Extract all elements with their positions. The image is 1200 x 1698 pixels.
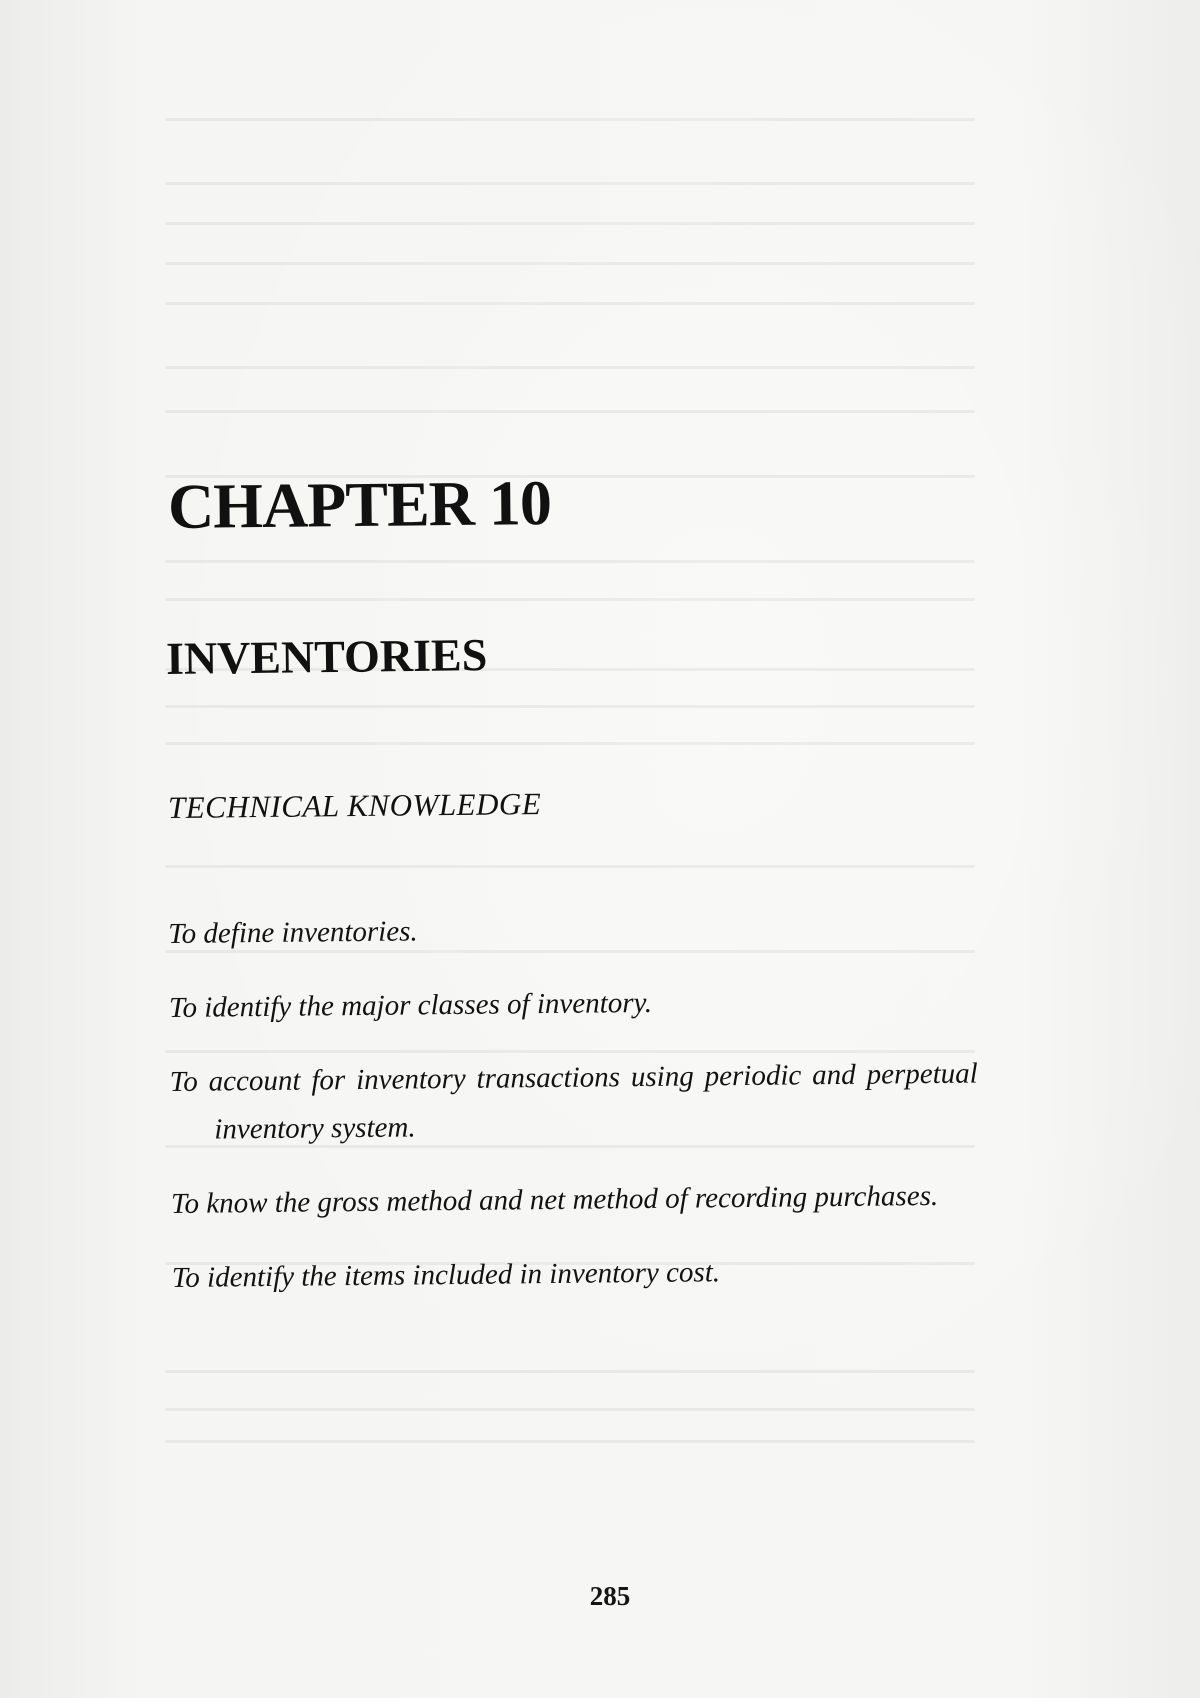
chapter-subtitle: INVENTORIES — [165, 629, 488, 684]
bleed-through-line — [165, 118, 975, 121]
bleed-through-line — [165, 262, 975, 265]
bleed-through-line — [165, 598, 975, 601]
bleed-through-line — [165, 560, 975, 563]
objective-item: To know the gross method and net method of recording purchases. — [170, 1179, 939, 1220]
bleed-through-line — [165, 410, 975, 413]
section-heading: TECHNICAL KNOWLEDGE — [167, 786, 542, 825]
bleed-through-line — [165, 366, 975, 369]
bleed-through-line — [165, 222, 975, 225]
chapter-title: CHAPTER 10 — [167, 466, 552, 542]
bleed-through-line — [165, 1370, 975, 1373]
bleed-through-line — [165, 1440, 975, 1443]
bleed-through-line — [165, 182, 975, 185]
objective-item: To identify the items included in inventory cost. — [171, 1256, 721, 1294]
bleed-through-line — [165, 1408, 975, 1411]
objective-item: To define inventories. — [168, 915, 418, 950]
objective-item: To identify the major classes of inventory. — [168, 986, 653, 1024]
objective-item: To account for inventory transactions using periodic and perpetual inventory system. — [169, 1057, 978, 1146]
bleed-through-line — [165, 705, 975, 708]
bleed-through-line — [165, 742, 975, 745]
bleed-through-line — [165, 302, 975, 305]
learning-objectives-list — [168, 902, 980, 1302]
page-number: 285 — [589, 1581, 631, 1611]
bleed-through-line — [165, 865, 975, 868]
